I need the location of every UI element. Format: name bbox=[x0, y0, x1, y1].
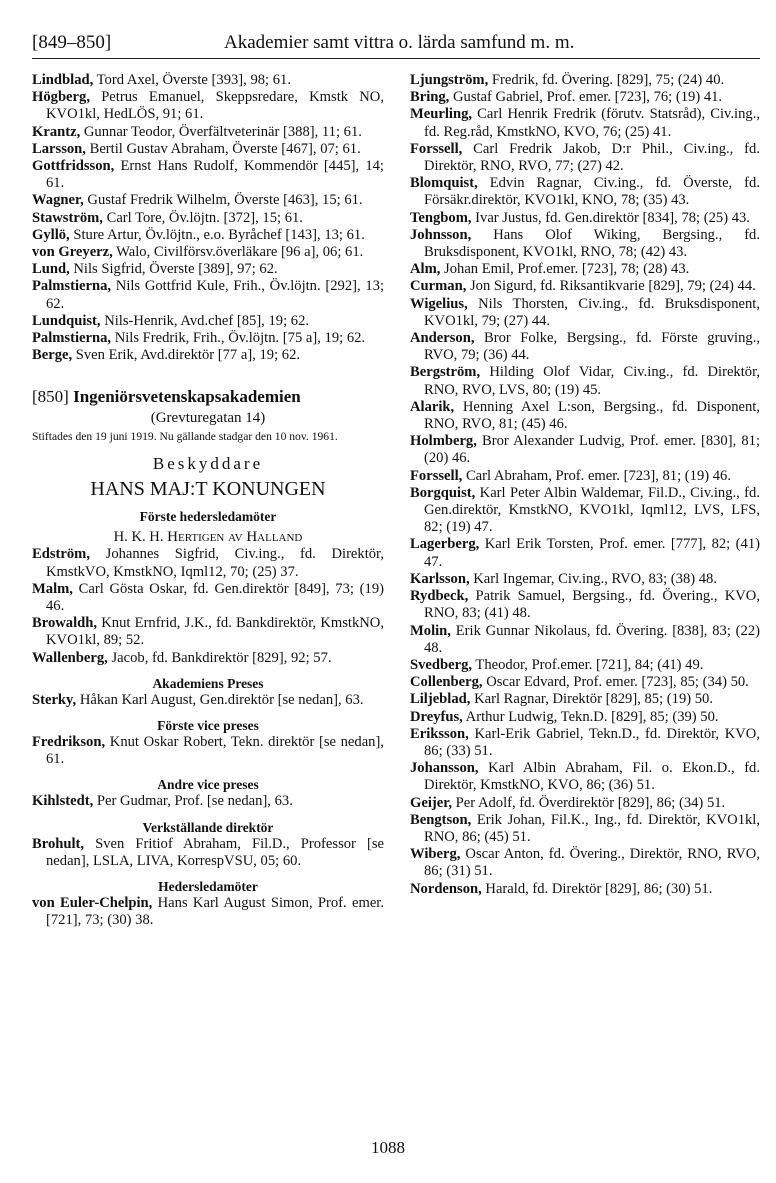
entry-name: Forssell, bbox=[410, 140, 463, 157]
list-item bbox=[410, 364, 760, 398]
page-range: [849–850] bbox=[32, 32, 112, 53]
entry-text: Nils Gottfrid Kule, Frih., Öv.löjtn. [292], 13; 62. bbox=[46, 278, 384, 312]
entry-name: Forssell, bbox=[410, 467, 463, 484]
list-item bbox=[32, 210, 384, 227]
entry-text: Petrus Emanuel, Skeppsredare, Kmstk NO, KVO1kl, HedLÖS, 91; 61. bbox=[46, 89, 384, 123]
entry-text: Johan Emil, Prof.emer. [723], 78; (28) 43. bbox=[440, 261, 690, 278]
entry-text: Oscar Edvard, Prof. emer. [723], 85; (34) 50. bbox=[482, 674, 749, 691]
header-title: Akademier samt vittra o. lärda samfund m. m. bbox=[224, 32, 575, 53]
entry-name: Johansson, bbox=[410, 760, 479, 777]
preses-heading: Akademiens Preses bbox=[152, 675, 264, 691]
vice-preses-1-entry bbox=[32, 734, 384, 768]
entry-name: Wigelius, bbox=[410, 295, 468, 312]
entry-text: Hans Karl August Simon, Prof. emer. [721], 73; (30) 38. bbox=[46, 895, 384, 929]
entry-name: Palmstierna, bbox=[32, 330, 112, 347]
entry-name: Liljeblad, bbox=[410, 691, 471, 708]
patron-name: HANS MAJ:T KONUNGEN bbox=[90, 478, 326, 501]
list-item bbox=[410, 588, 760, 622]
entry-text: Karl Ragnar, Direktör [829], 85; (19) 50. bbox=[470, 691, 713, 708]
entry-name: Svedberg, bbox=[410, 656, 473, 673]
members-heading: Hedersledamöter bbox=[158, 879, 258, 895]
entry-name: Meurling, bbox=[410, 106, 473, 123]
section-name: Ingeniörsvetenskapsakademien bbox=[73, 387, 301, 407]
entry-name: Dreyfus, bbox=[410, 708, 463, 725]
entry-text: Hilding Olof Vidar, Civ.ing., fd. Direktör, RNO, RVO, LVS, 80; (19) 45. bbox=[424, 364, 760, 398]
list-item bbox=[32, 313, 384, 330]
entry-text: Arthur Ludwig, Tekn.D. [829], 85; (39) 50. bbox=[462, 708, 719, 725]
entry-name: Geijer, bbox=[410, 794, 453, 811]
list-item bbox=[410, 709, 760, 726]
entry-text: Sture Artur, Öv.löjtn., e.o. Byråchef [143], 13; 61. bbox=[69, 226, 365, 243]
entry-name: Ljungström, bbox=[410, 72, 489, 88]
entry-text: Carl Gösta Oskar, fd. Gen.direktör [849], 73; (19) 46. bbox=[46, 580, 384, 615]
entry-name: Malm, bbox=[32, 580, 73, 597]
entry-text: Carl Abraham, Prof. emer. [723], 81; (19) 46. bbox=[462, 467, 732, 484]
entry-name: Johnsson, bbox=[410, 226, 472, 243]
list-item bbox=[410, 330, 760, 364]
entry-name: Edström, bbox=[32, 546, 90, 563]
entry-name: Gyllö, bbox=[32, 226, 70, 243]
entry-text: Gunnar Teodor, Överfältveterinär [388], 11; 61. bbox=[80, 123, 362, 140]
entry-text: Tord Axel, Överste [393], 98; 61. bbox=[93, 72, 291, 88]
entry-name: Brohult, bbox=[32, 835, 85, 852]
list-item bbox=[410, 399, 760, 433]
list-item bbox=[32, 615, 384, 649]
list-item bbox=[32, 158, 384, 192]
list-item bbox=[32, 72, 384, 89]
list-item bbox=[410, 227, 760, 261]
entry-text: Sven Erik, Avd.direktör [77 a], 19; 62. bbox=[72, 347, 301, 364]
document-page bbox=[32, 30, 760, 929]
list-item bbox=[32, 141, 384, 158]
right-column bbox=[410, 72, 760, 898]
list-item bbox=[32, 261, 384, 278]
entry-text: Gustaf Fredrik Wilhelm, Överste [463], 15; 61. bbox=[83, 192, 363, 209]
hk-prefix: H. K. H. bbox=[113, 529, 168, 546]
entry-name: Rydbeck, bbox=[410, 588, 469, 605]
entry-text: Karl Albin Abraham, Fil. o. Ekon.D., fd. Direktör, KmstkNO, KVO, 86; (36) 51. bbox=[424, 760, 760, 794]
entry-text: Ivar Justus, fd. Gen.direktör [834], 78; (25) 43. bbox=[471, 209, 750, 226]
entry-name: Lundquist, bbox=[32, 312, 101, 329]
entry-text: Patrik Samuel, Bergsing., fd. Övering., KVO, RNO, 83; (41) 48. bbox=[424, 588, 760, 622]
entry-text: Erik Johan, Fil.K., Ing., fd. Direktör, KVO1kl, RNO, 86; (45) 51. bbox=[424, 811, 760, 845]
right-entry-list bbox=[410, 72, 760, 898]
entry-text: Nils Fredrik, Frih., Öv.löjtn. [75 a], 19; 62. bbox=[111, 330, 366, 347]
vice-preses-2-entry bbox=[32, 793, 384, 810]
list-item bbox=[410, 657, 760, 674]
entry-text: Harald, fd. Direktör [829], 86; (30) 51. bbox=[481, 880, 713, 897]
vd-heading: Verkställande direktör bbox=[142, 819, 274, 835]
list-item bbox=[410, 89, 760, 106]
entry-text: Jon Sigurd, fd. Riksantikvarie [829], 79; (24) 44. bbox=[466, 278, 756, 295]
entry-name: Nordenson, bbox=[410, 880, 482, 897]
entry-name: Bengtson, bbox=[410, 811, 472, 828]
list-item bbox=[410, 760, 760, 794]
entry-text: Carl Henrik Fredrik (förutv. Statsråd), Civ.ing., fd. Reg.råd, KmstkNO, KVO, 76; (25) 41. bbox=[424, 106, 760, 140]
list-item bbox=[410, 674, 760, 691]
vd-entry bbox=[32, 836, 384, 870]
honorary-entry-list bbox=[32, 546, 384, 666]
entry-text: Johannes Sigfrid, Civ.ing., fd. Direktör, KmstkVO, KmstkNO, Iqml12, 70; (25) 37. bbox=[46, 546, 384, 580]
list-item bbox=[410, 261, 760, 278]
list-item bbox=[32, 244, 384, 261]
entry-name: Browaldh, bbox=[32, 615, 98, 632]
entry-name: Molin, bbox=[410, 622, 451, 639]
entry-name: Blomquist, bbox=[410, 175, 478, 192]
entry-text: Gustaf Gabriel, Prof. emer. [723], 76; (19) 41. bbox=[449, 89, 723, 106]
entry-name: Larsson, bbox=[32, 140, 86, 157]
entry-text: Sven Fritiof Abraham, Fil.D., Professor [se nedan], LSLA, LIVA, KorrespVSU, 05; 60. bbox=[46, 835, 384, 869]
list-item bbox=[32, 330, 384, 347]
page-number: 1088 bbox=[371, 1138, 405, 1157]
entry-text: Per Gudmar, Prof. [se nedan], 63. bbox=[93, 793, 293, 810]
list-item bbox=[32, 227, 384, 244]
entry-name: Curman, bbox=[410, 278, 467, 295]
list-item bbox=[410, 433, 760, 467]
left-column bbox=[32, 72, 384, 930]
entry-name: Gottfridsson, bbox=[32, 158, 115, 175]
entry-name: von Greyerz, bbox=[32, 244, 113, 261]
list-item bbox=[32, 89, 384, 123]
entry-text: Karl Ingemar, Civ.ing., RVO, 83; (38) 48. bbox=[469, 570, 717, 587]
patron-label: Beskyddare bbox=[152, 454, 264, 474]
list-item bbox=[32, 546, 384, 580]
entry-name: Alm, bbox=[410, 261, 441, 278]
list-item bbox=[410, 468, 760, 485]
list-item bbox=[410, 485, 760, 537]
hertig-name: Hertigen av Halland bbox=[167, 529, 303, 546]
entry-text: Nils Thorsten, Civ.ing., fd. Bruksdisponent, KVO1kl, 79; (27) 44. bbox=[424, 295, 760, 329]
entry-text: Bertil Gustav Abraham, Överste [467], 07; 61. bbox=[85, 140, 361, 157]
entry-text: Oscar Anton, fd. Övering., Direktör, RNO, RVO, 86; (31) 51. bbox=[424, 846, 760, 880]
entry-text: Edvin Ragnar, Civ.ing., fd. Överste, fd. Försäkr.direktör, KVO1kl, KNO, 78; (35) 43. bbox=[424, 175, 760, 209]
entry-text: Carl Tore, Öv.löjtn. [372], 15; 61. bbox=[102, 209, 303, 226]
list-item bbox=[410, 691, 760, 708]
list-item bbox=[410, 881, 760, 898]
entry-text: Nils-Henrik, Avd.chef [85], 19; 62. bbox=[100, 312, 310, 329]
list-item bbox=[410, 72, 760, 89]
list-item bbox=[32, 581, 384, 615]
first-honorary-heading: Förste hedersledamöter bbox=[139, 509, 277, 525]
entry-text: Bror Alexander Ludvig, Prof. emer. [830], 81; (20) 46. bbox=[424, 433, 760, 467]
entry-name: Lund, bbox=[32, 261, 70, 278]
running-header bbox=[32, 30, 760, 59]
entry-text: Per Adolf, fd. Överdirektör [829], 86; (34) 51. bbox=[452, 794, 726, 811]
entry-text: Henning Axel L:son, Bergsing., fd. Disponent, RNO, RVO, 81; (45) 46. bbox=[424, 398, 760, 433]
entry-name: Eriksson, bbox=[410, 725, 469, 742]
entry-text: Nils Sigfrid, Överste [389], 97; 62. bbox=[69, 261, 278, 278]
entry-text: Walo, Civilförsv.överläkare [96 a], 06; 61. bbox=[112, 244, 364, 261]
entry-name: von Euler-Chelpin, bbox=[32, 895, 153, 912]
entry-name: Bergström, bbox=[410, 364, 481, 381]
founded-note: Stiftades den 19 juni 1919. Nu gällande stadgar den 10 nov. 1961. bbox=[32, 430, 338, 444]
entry-text: Håkan Karl August, Gen.direktör [se nedan], 63. bbox=[76, 691, 364, 708]
entry-text: Ernst Hans Rudolf, Kommendör [445], 14; 61. bbox=[46, 158, 384, 192]
entry-name: Lindblad, bbox=[32, 72, 94, 88]
list-item bbox=[410, 623, 760, 657]
entry-name: Kihlstedt, bbox=[32, 793, 94, 810]
list-item bbox=[32, 278, 384, 312]
entry-name: Wiberg, bbox=[410, 846, 461, 863]
entry-list-top bbox=[32, 72, 384, 364]
entry-name: Stawström, bbox=[32, 209, 103, 226]
section-heading bbox=[32, 386, 384, 408]
members-entry bbox=[32, 895, 384, 929]
entry-name: Fredrikson, bbox=[32, 734, 106, 751]
list-item bbox=[410, 726, 760, 760]
list-item bbox=[410, 296, 760, 330]
list-item bbox=[410, 571, 760, 588]
entry-name: Tengbom, bbox=[410, 209, 472, 226]
list-item bbox=[410, 210, 760, 227]
entry-name: Holmberg, bbox=[410, 433, 477, 450]
entry-text: Hans Olof Wiking, Bergsing., fd. Bruksdisponent, KVO1kl, RNO, 78; (42) 43. bbox=[424, 226, 760, 261]
entry-text: Karl Peter Albin Waldemar, Fil.D., Civ.ing., fd. Gen.direktör, KmstkNO, KVO1kl, Iqml12, LVS, LFS, 82; (19) 47. bbox=[424, 484, 760, 536]
list-item bbox=[410, 278, 760, 295]
entry-name: Collenberg, bbox=[410, 674, 483, 691]
list-item bbox=[32, 124, 384, 141]
entry-name: Krantz, bbox=[32, 123, 81, 140]
entry-name: Högberg, bbox=[32, 89, 90, 106]
entry-text: Erik Gunnar Nikolaus, fd. Övering. [838], 83; (22) 48. bbox=[424, 622, 760, 656]
list-item bbox=[410, 812, 760, 846]
entry-name: Lagerberg, bbox=[410, 536, 480, 553]
entry-text: Jacob, fd. Bankdirektör [829], 92; 57. bbox=[107, 649, 332, 666]
list-item bbox=[32, 192, 384, 209]
entry-text: Karl Erik Torsten, Prof. emer. [777], 82; (41) 47. bbox=[424, 536, 760, 570]
list-item bbox=[410, 106, 760, 140]
list-item bbox=[410, 141, 760, 175]
entry-name: Bring, bbox=[410, 89, 450, 106]
first-honorary-name bbox=[32, 528, 384, 546]
list-item bbox=[32, 347, 384, 364]
entry-name: Berge, bbox=[32, 347, 73, 364]
entry-text: Bror Folke, Bergsing., fd. Förste gruving., RVO, 79; (36) 44. bbox=[424, 330, 760, 364]
entry-text: Karl-Erik Gabriel, Tekn.D., fd. Direktör, KVO, 86; (33) 51. bbox=[424, 725, 760, 759]
entry-name: Alarik, bbox=[410, 398, 455, 415]
entry-name: Wallenberg, bbox=[32, 649, 108, 666]
list-item bbox=[410, 846, 760, 880]
entry-text: Theodor, Prof.emer. [721], 84; (41) 49. bbox=[472, 656, 704, 673]
vice-preses-2-heading: Andre vice preses bbox=[157, 777, 259, 793]
list-item bbox=[32, 650, 384, 667]
preses-entry bbox=[32, 692, 384, 709]
entry-text: Fredrik, fd. Övering. [829], 75; (24) 40. bbox=[488, 72, 725, 88]
vice-preses-1-heading: Förste vice preses bbox=[157, 718, 259, 734]
entry-name: Anderson, bbox=[410, 330, 475, 347]
entry-text: Knut Ernfrid, J.K., fd. Bankdirektör, KmstkNO, KVO1kl, 89; 52. bbox=[46, 615, 384, 649]
list-item bbox=[410, 175, 760, 209]
entry-name: Karlsson, bbox=[410, 570, 470, 587]
section-address: (Grevturegatan 14) bbox=[150, 410, 266, 427]
entry-name: Palmstierna, bbox=[32, 278, 112, 295]
entry-text: Knut Oskar Robert, Tekn. direktör [se nedan], 61. bbox=[46, 734, 384, 768]
entry-text: Carl Fredrik Jakob, D:r Phil., Civ.ing., fd. Direktör, RNO, RVO, 77; (27) 42. bbox=[424, 140, 760, 175]
entry-name: Sterky, bbox=[32, 691, 77, 708]
entry-name: Wagner, bbox=[32, 192, 84, 209]
list-item bbox=[410, 795, 760, 812]
section-number: [850] bbox=[32, 387, 69, 407]
list-item bbox=[410, 536, 760, 570]
entry-name: Borgquist, bbox=[410, 484, 476, 501]
